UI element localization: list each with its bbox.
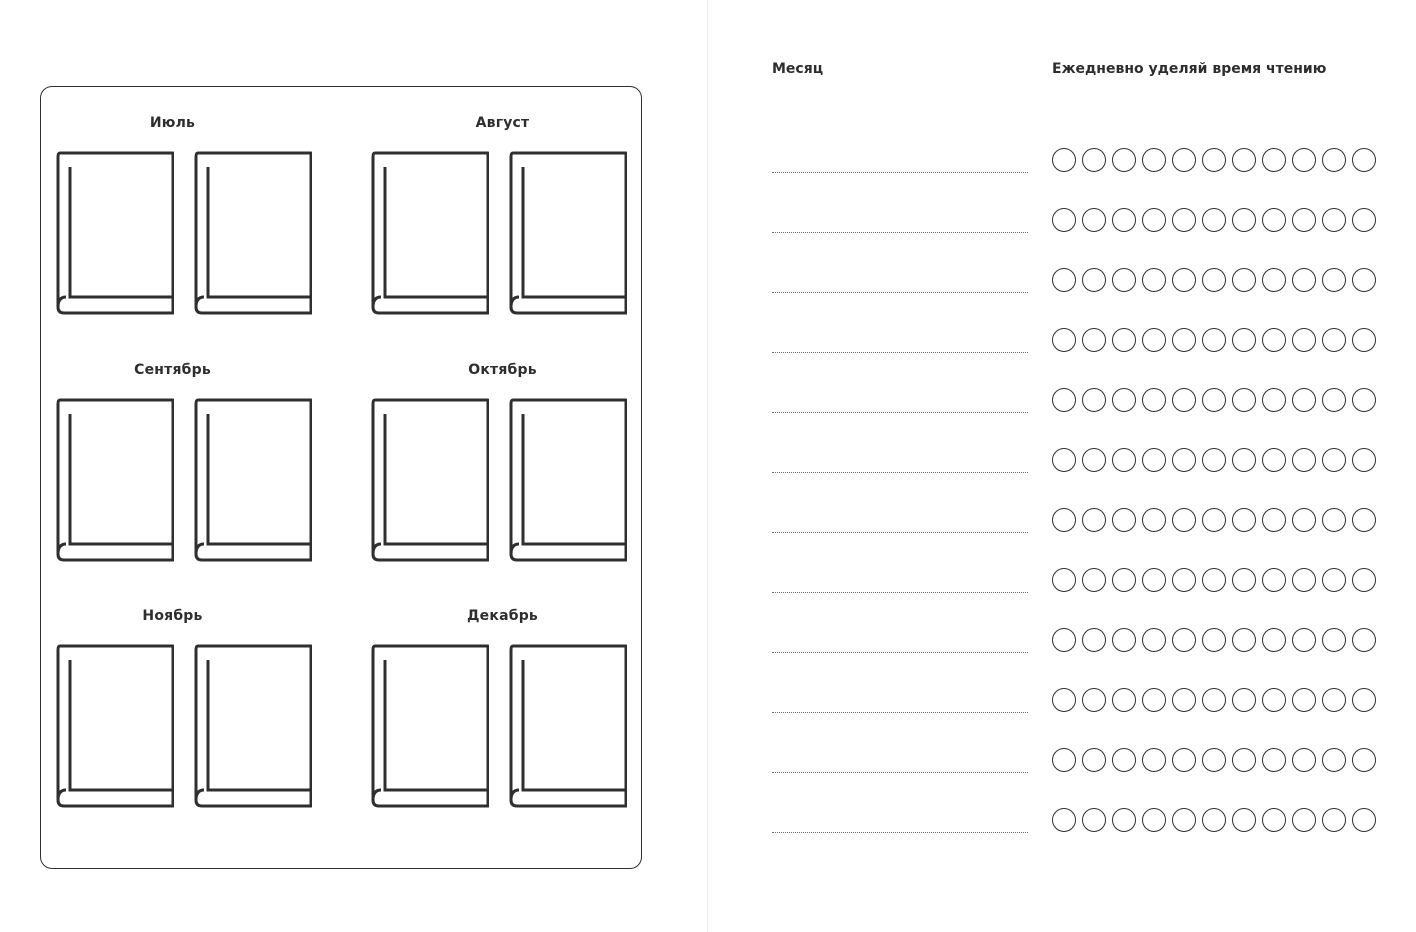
day-circle[interactable] — [1232, 508, 1256, 532]
day-circle[interactable] — [1172, 328, 1196, 352]
day-circle[interactable] — [1112, 688, 1136, 712]
day-circle[interactable] — [1082, 388, 1106, 412]
day-circle[interactable] — [1262, 748, 1286, 772]
day-circle[interactable] — [1262, 208, 1286, 232]
day-circle[interactable] — [1142, 568, 1166, 592]
month-write-line[interactable] — [772, 712, 1028, 713]
tracker-row — [708, 267, 1416, 295]
day-circle[interactable] — [1292, 148, 1316, 172]
day-circle[interactable] — [1202, 808, 1226, 832]
day-circle[interactable] — [1322, 808, 1346, 832]
day-circle[interactable] — [1052, 688, 1076, 712]
day-circles — [1050, 148, 1380, 174]
day-circle[interactable] — [1172, 148, 1196, 172]
book-icon[interactable] — [56, 644, 174, 808]
month-block-october — [374, 334, 631, 534]
month-block-september — [44, 334, 301, 534]
day-circle[interactable] — [1352, 268, 1376, 292]
day-circle[interactable] — [1322, 268, 1346, 292]
tracker-row — [708, 507, 1416, 535]
day-circle[interactable] — [1292, 328, 1316, 352]
day-circle[interactable] — [1232, 208, 1256, 232]
day-circle[interactable] — [1232, 388, 1256, 412]
right-page — [708, 0, 1416, 932]
book-icon[interactable] — [371, 644, 489, 808]
day-circle[interactable] — [1262, 148, 1286, 172]
day-circle[interactable] — [1232, 748, 1256, 772]
month-title: Ноябрь — [142, 608, 203, 624]
day-circles — [1050, 448, 1380, 474]
day-circle[interactable] — [1172, 448, 1196, 472]
day-circle[interactable] — [1082, 208, 1106, 232]
day-circle[interactable] — [1292, 508, 1316, 532]
day-circle[interactable] — [1142, 748, 1166, 772]
book-icon[interactable] — [509, 151, 627, 315]
day-circle[interactable] — [1142, 688, 1166, 712]
day-circle[interactable] — [1322, 148, 1346, 172]
tracker-row — [708, 207, 1416, 235]
day-circles — [1050, 268, 1380, 294]
day-circle[interactable] — [1262, 628, 1286, 652]
day-circle[interactable] — [1232, 568, 1256, 592]
day-circle[interactable] — [1352, 328, 1376, 352]
day-circles — [1050, 388, 1380, 414]
day-circle[interactable] — [1142, 628, 1166, 652]
month-column-header: Месяц — [772, 61, 824, 77]
tracker-row — [708, 687, 1416, 715]
tracker-row — [708, 747, 1416, 775]
day-circle[interactable] — [1292, 748, 1316, 772]
day-circle[interactable] — [1172, 628, 1196, 652]
day-circle[interactable] — [1322, 508, 1346, 532]
month-write-line[interactable] — [772, 532, 1028, 533]
day-circle[interactable] — [1052, 208, 1076, 232]
reading-frame — [40, 86, 642, 869]
day-circle[interactable] — [1112, 748, 1136, 772]
day-circle[interactable] — [1082, 328, 1106, 352]
day-circle[interactable] — [1142, 808, 1166, 832]
day-circle[interactable] — [1202, 328, 1226, 352]
day-circle[interactable] — [1322, 208, 1346, 232]
day-circles — [1050, 628, 1380, 654]
day-circle[interactable] — [1172, 568, 1196, 592]
day-circle[interactable] — [1112, 328, 1136, 352]
day-circle[interactable] — [1262, 328, 1286, 352]
day-circle[interactable] — [1142, 208, 1166, 232]
day-circle[interactable] — [1202, 268, 1226, 292]
day-circle[interactable] — [1142, 448, 1166, 472]
day-circle[interactable] — [1172, 748, 1196, 772]
month-write-line[interactable] — [772, 352, 1028, 353]
day-circle[interactable] — [1232, 628, 1256, 652]
day-circle[interactable] — [1172, 208, 1196, 232]
tracker-row — [708, 387, 1416, 415]
day-circle[interactable] — [1232, 268, 1256, 292]
day-circle[interactable] — [1292, 268, 1316, 292]
month-write-line[interactable] — [772, 472, 1028, 473]
day-circle[interactable] — [1082, 448, 1106, 472]
day-circle[interactable] — [1112, 808, 1136, 832]
day-circle[interactable] — [1232, 448, 1256, 472]
book-icon[interactable] — [371, 398, 489, 562]
day-circles — [1050, 208, 1380, 234]
day-circle[interactable] — [1172, 268, 1196, 292]
day-circles — [1050, 328, 1380, 354]
month-write-line[interactable] — [772, 772, 1028, 773]
day-circle[interactable] — [1172, 808, 1196, 832]
left-page — [0, 0, 707, 932]
month-title: Октябрь — [468, 362, 537, 378]
day-circle[interactable] — [1352, 628, 1376, 652]
month-block-august — [374, 87, 631, 287]
month-write-line[interactable] — [772, 592, 1028, 593]
day-circle[interactable] — [1202, 568, 1226, 592]
day-circle[interactable] — [1232, 328, 1256, 352]
day-circle[interactable] — [1082, 568, 1106, 592]
day-circle[interactable] — [1292, 688, 1316, 712]
day-circle[interactable] — [1202, 628, 1226, 652]
day-circle[interactable] — [1052, 328, 1076, 352]
book-icon[interactable] — [56, 151, 174, 315]
day-circle[interactable] — [1352, 748, 1376, 772]
day-circle[interactable] — [1052, 808, 1076, 832]
day-circle[interactable] — [1202, 508, 1226, 532]
day-circle[interactable] — [1172, 508, 1196, 532]
day-circle[interactable] — [1052, 568, 1076, 592]
day-circle[interactable] — [1262, 508, 1286, 532]
book-icon[interactable] — [371, 151, 489, 315]
day-circle[interactable] — [1262, 688, 1286, 712]
month-write-line[interactable] — [772, 832, 1028, 833]
day-circle[interactable] — [1292, 208, 1316, 232]
day-circles — [1050, 748, 1380, 774]
day-circle[interactable] — [1082, 508, 1106, 532]
tracker-row — [708, 627, 1416, 655]
day-circle[interactable] — [1352, 208, 1376, 232]
day-circle[interactable] — [1202, 148, 1226, 172]
month-block-december — [374, 580, 631, 780]
month-block-july — [44, 87, 301, 287]
day-circle[interactable] — [1292, 568, 1316, 592]
day-circle[interactable] — [1322, 568, 1346, 592]
day-circle[interactable] — [1352, 688, 1376, 712]
month-write-line[interactable] — [772, 652, 1028, 653]
day-circle[interactable] — [1172, 388, 1196, 412]
day-circle[interactable] — [1052, 628, 1076, 652]
tracker-row — [708, 447, 1416, 475]
month-write-line[interactable] — [772, 232, 1028, 233]
day-circle[interactable] — [1322, 628, 1346, 652]
tracker-row — [708, 327, 1416, 355]
day-circle[interactable] — [1292, 808, 1316, 832]
day-circle[interactable] — [1052, 448, 1076, 472]
book-icon[interactable] — [194, 644, 312, 808]
day-circle[interactable] — [1142, 388, 1166, 412]
day-circle[interactable] — [1142, 328, 1166, 352]
day-circles — [1050, 808, 1380, 834]
book-icon[interactable] — [56, 398, 174, 562]
day-circle[interactable] — [1202, 448, 1226, 472]
day-circle[interactable] — [1352, 148, 1376, 172]
day-circles — [1050, 568, 1380, 594]
day-circle[interactable] — [1232, 808, 1256, 832]
day-circle[interactable] — [1082, 628, 1106, 652]
day-circle[interactable] — [1172, 688, 1196, 712]
day-circle[interactable] — [1112, 208, 1136, 232]
book-icon[interactable] — [509, 644, 627, 808]
tracker-row — [708, 567, 1416, 595]
month-write-line[interactable] — [772, 172, 1028, 173]
day-circle[interactable] — [1292, 448, 1316, 472]
day-circle[interactable] — [1352, 508, 1376, 532]
day-circle[interactable] — [1202, 388, 1226, 412]
day-circle[interactable] — [1112, 388, 1136, 412]
day-circle[interactable] — [1232, 688, 1256, 712]
day-circles — [1050, 688, 1380, 714]
day-circle[interactable] — [1082, 688, 1106, 712]
day-circle[interactable] — [1052, 388, 1076, 412]
month-title: Сентябрь — [134, 362, 211, 378]
day-circle[interactable] — [1292, 628, 1316, 652]
day-circle[interactable] — [1052, 748, 1076, 772]
day-circle[interactable] — [1262, 568, 1286, 592]
day-circle[interactable] — [1292, 388, 1316, 412]
day-circle[interactable] — [1112, 268, 1136, 292]
day-circle[interactable] — [1202, 688, 1226, 712]
book-icon[interactable] — [194, 151, 312, 315]
daily-reading-header: Ежедневно уделяй время чтению — [1052, 61, 1327, 77]
day-circle[interactable] — [1142, 508, 1166, 532]
day-circle[interactable] — [1112, 628, 1136, 652]
day-circle[interactable] — [1262, 448, 1286, 472]
day-circle[interactable] — [1202, 748, 1226, 772]
tracker-row — [708, 807, 1416, 835]
day-circle[interactable] — [1052, 148, 1076, 172]
day-circle[interactable] — [1262, 808, 1286, 832]
month-title: Декабрь — [467, 608, 538, 624]
day-circle[interactable] — [1142, 148, 1166, 172]
day-circle[interactable] — [1052, 508, 1076, 532]
day-circles — [1050, 508, 1380, 534]
tracker-row — [708, 147, 1416, 175]
month-write-line[interactable] — [772, 292, 1028, 293]
day-circle[interactable] — [1052, 268, 1076, 292]
day-circle[interactable] — [1082, 748, 1106, 772]
month-block-november — [44, 580, 301, 780]
day-circle[interactable] — [1142, 268, 1166, 292]
day-circle[interactable] — [1262, 268, 1286, 292]
day-circle[interactable] — [1112, 148, 1136, 172]
day-circle[interactable] — [1352, 808, 1376, 832]
book-icon[interactable] — [194, 398, 312, 562]
day-circle[interactable] — [1082, 808, 1106, 832]
day-circle[interactable] — [1322, 748, 1346, 772]
day-circle[interactable] — [1112, 448, 1136, 472]
month-title: Июль — [149, 115, 196, 131]
day-circle[interactable] — [1262, 388, 1286, 412]
day-circle[interactable] — [1322, 688, 1346, 712]
day-circle[interactable] — [1352, 448, 1376, 472]
day-circle[interactable] — [1112, 508, 1136, 532]
month-write-line[interactable] — [772, 412, 1028, 413]
day-circle[interactable] — [1352, 568, 1376, 592]
day-circle[interactable] — [1082, 268, 1106, 292]
book-icon[interactable] — [509, 398, 627, 562]
day-circle[interactable] — [1112, 568, 1136, 592]
month-title: Август — [475, 115, 530, 131]
day-circle[interactable] — [1322, 448, 1346, 472]
day-circle[interactable] — [1322, 328, 1346, 352]
day-circle[interactable] — [1232, 148, 1256, 172]
day-circle[interactable] — [1322, 388, 1346, 412]
day-circle[interactable] — [1202, 208, 1226, 232]
day-circle[interactable] — [1352, 388, 1376, 412]
day-circle[interactable] — [1082, 148, 1106, 172]
